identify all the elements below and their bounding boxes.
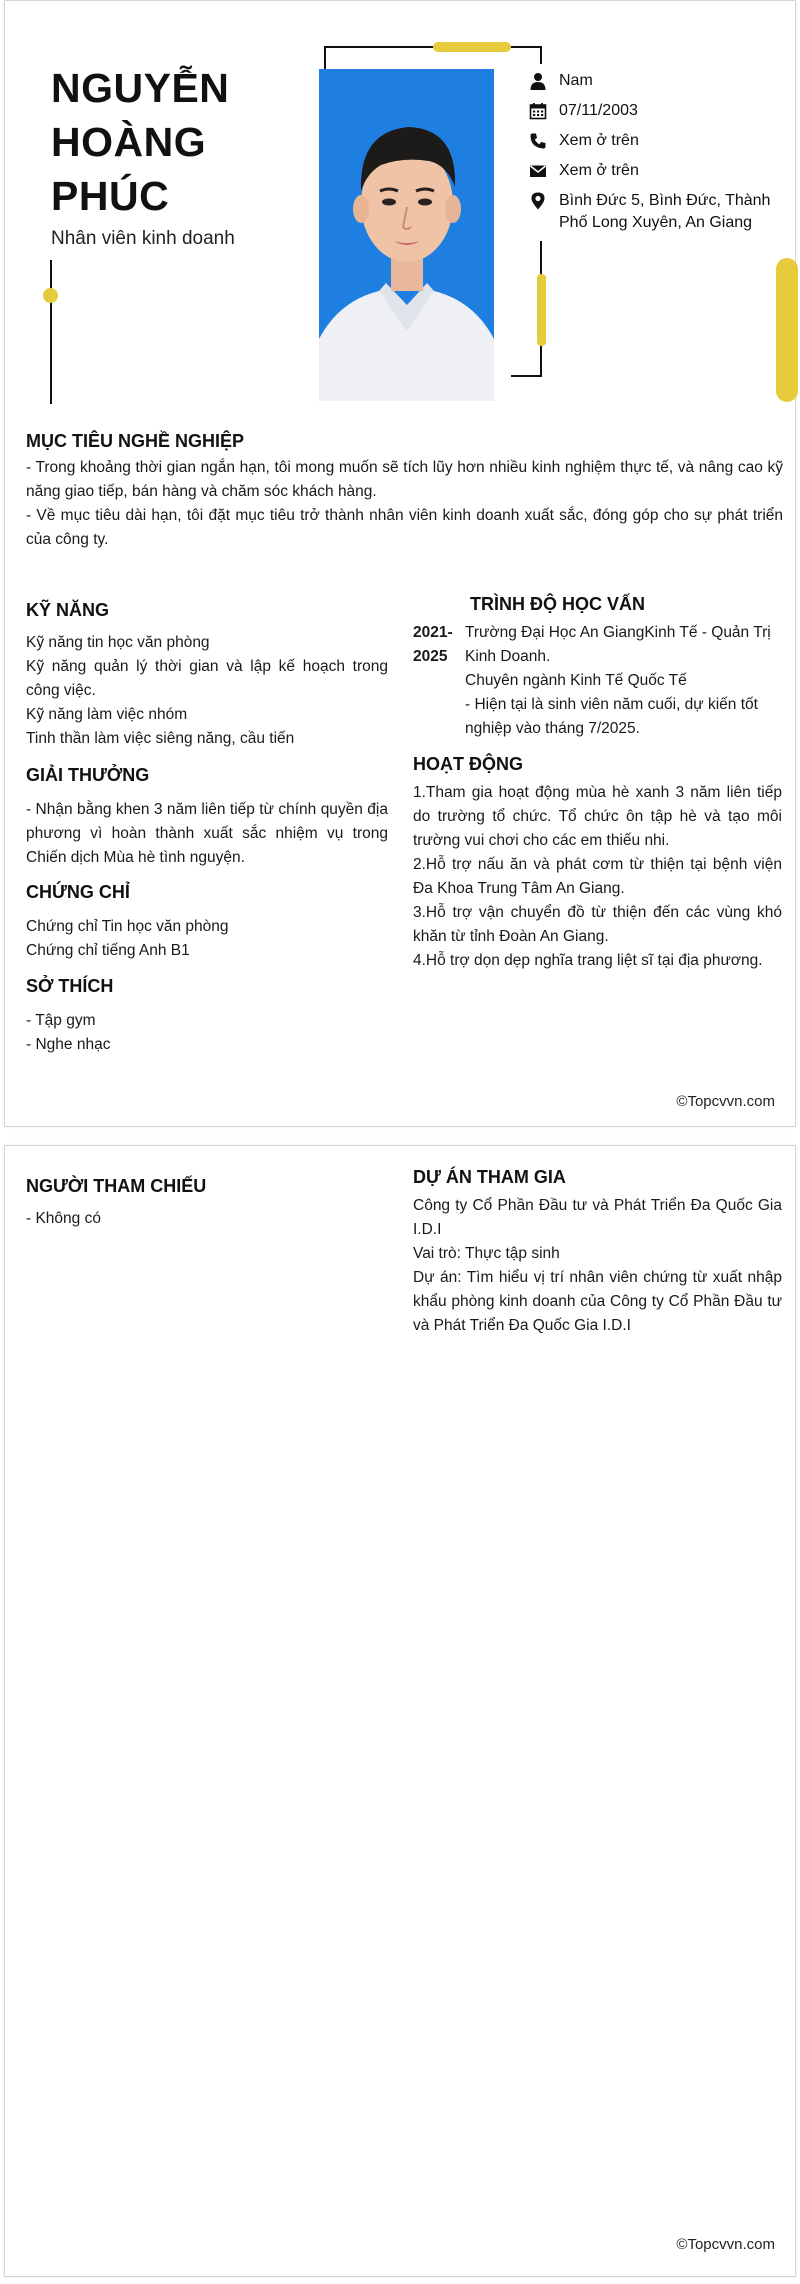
projects-details (413, 1194, 782, 1338)
phone-value: Xem ở trên (559, 132, 639, 149)
education-year-end: 2025 (413, 648, 448, 665)
location-pin-icon (529, 192, 547, 210)
activities-title: HOẠT ĐỘNG (413, 754, 523, 774)
frame-bottom-line (511, 375, 542, 377)
name-line-1: NGUYỄN (51, 65, 230, 111)
project-role: Vai trò: Thực tập sinh (413, 1245, 560, 1262)
skills-list (26, 631, 388, 751)
hobbies-list (26, 1009, 388, 1057)
skill-item: Kỹ năng tin học văn phòng (26, 634, 210, 651)
activity-item: 1.Tham gia hoạt động mùa hè xanh 3 năm liên tiếp do trường tổ chức. Tổ chức ôn tập hè và tạo môi trường vui chơi cho các em thiếu nhi. (413, 784, 782, 849)
objective-line-1: - Trong khoảng thời gian ngắn hạn, tôi mong muốn sẽ tích lũy hơn nhiều kinh nghiệm thực tế, và nâng cao kỹ năng giao tiếp, bán hàng và chăm sóc khách hàng. (26, 459, 783, 500)
page-footer: ©Topcvvn.com (676, 1093, 775, 1110)
hobby-item: - Tập gym (26, 1012, 96, 1029)
contact-birthday (529, 100, 779, 122)
activity-item: 3.Hỗ trợ vận chuyển đồ từ thiện đến các vùng khó khăn từ tỉnh Đoàn An Giang. (413, 904, 782, 945)
left-decor-dot (43, 288, 58, 303)
right-edge-accent (776, 258, 798, 402)
references-text: - Không có (26, 1210, 101, 1227)
education-years (413, 621, 453, 669)
hobbies-title: SỞ THÍCH (26, 976, 114, 996)
full-name (51, 61, 311, 223)
envelope-icon (529, 162, 547, 180)
portrait-image (319, 69, 494, 401)
person-icon (529, 72, 547, 90)
objective-line-2: - Về mục tiêu dài hạn, tôi đặt mục tiêu trở thành nhân viên kinh doanh xuất sắc, đóng góp cho sự phát triển của công ty. (26, 507, 783, 548)
profile-photo (319, 69, 494, 401)
certificates-list (26, 915, 388, 963)
activities-list (413, 781, 782, 973)
page-footer: ©Topcvvn.com (676, 2236, 775, 2253)
references-title: NGƯỜI THAM CHIẾU (26, 1176, 207, 1196)
skills-title: KỸ NĂNG (26, 600, 110, 620)
skill-item: Kỹ năng làm việc nhóm (26, 706, 188, 723)
birthday-value: 07/11/2003 (559, 102, 638, 119)
objective-title: MỤC TIÊU NGHỀ NGHIỆP (26, 431, 245, 451)
education-title: TRÌNH ĐỘ HỌC VẤN (470, 594, 645, 614)
skill-item: Tinh thần làm việc siêng năng, cầu tiến (26, 730, 295, 747)
awards-text: - Nhận bằng khen 3 năm liên tiếp từ chính quyền địa phương vì hoàn thành xuất sắc nhiệm vụ trong Chiến dịch Mùa hè tình nguyện. (26, 801, 388, 866)
cv-page-1 (4, 0, 796, 1127)
activity-item: 2.Hỗ trợ nấu ăn và phát cơm từ thiện tại bệnh viện Đa Khoa Trung Tâm An Giang. (413, 856, 782, 897)
email-value: Xem ở trên (559, 162, 639, 179)
hobby-item: - Nghe nhạc (26, 1036, 111, 1053)
education-year-start: 2021- (413, 624, 453, 641)
education-details (465, 621, 782, 741)
education-major: Chuyên ngành Kinh Tế Quốc Tế (465, 672, 687, 689)
left-decor-line (50, 260, 52, 404)
frame-left-line (324, 46, 326, 70)
education-school: Trường Đại Học An GiangKinh Tế - Quản Trị Kinh Doanh. (465, 624, 771, 665)
name-line-2: HOÀNG (51, 119, 207, 165)
contact-email (529, 160, 779, 182)
certificate-item: Chứng chỉ tiếng Anh B1 (26, 942, 190, 959)
job-title: Nhân viên kinh doanh (51, 228, 235, 249)
contact-address (529, 190, 779, 238)
certificate-item: Chứng chỉ Tin học văn phòng (26, 918, 229, 935)
project-company: Công ty Cổ Phần Đầu tư và Phát Triển Đa Quốc Gia I.D.I (413, 1197, 782, 1238)
skill-item: Kỹ năng quản lý thời gian và lập kế hoạch trong công việc. (26, 658, 388, 699)
address-value: Bình Đức 5, Bình Đức, Thành Phố Long Xuyên, An Giang (559, 192, 771, 231)
cv-page-2 (4, 1145, 796, 2277)
gender-value: Nam (559, 72, 593, 89)
activity-item: 4.Hỗ trợ dọn dẹp nghĩa trang liệt sĩ tại địa phương. (413, 952, 763, 969)
objective-text (26, 456, 783, 552)
phone-icon (529, 132, 547, 150)
frame-side-accent (537, 274, 546, 346)
awards-title: GIẢI THƯỞNG (26, 765, 150, 785)
contact-gender (529, 70, 779, 92)
name-line-3: PHÚC (51, 173, 170, 219)
certificates-title: CHỨNG CHỈ (26, 882, 130, 902)
education-status: - Hiện tại là sinh viên năm cuối, dự kiến tốt nghiệp vào tháng 7/2025. (465, 696, 758, 737)
projects-title: DỰ ÁN THAM GIA (413, 1167, 566, 1187)
project-description: Dự án: Tìm hiểu vị trí nhân viên chứng từ xuất nhập khẩu phòng kinh doanh của Công ty Cổ Phần Đầu tư và Phát Triển Đa Quốc Gia I.D.I (413, 1269, 782, 1334)
frame-right-top-line (540, 46, 542, 64)
contact-phone (529, 130, 779, 152)
frame-top-accent (433, 42, 511, 52)
calendar-icon (529, 102, 547, 120)
